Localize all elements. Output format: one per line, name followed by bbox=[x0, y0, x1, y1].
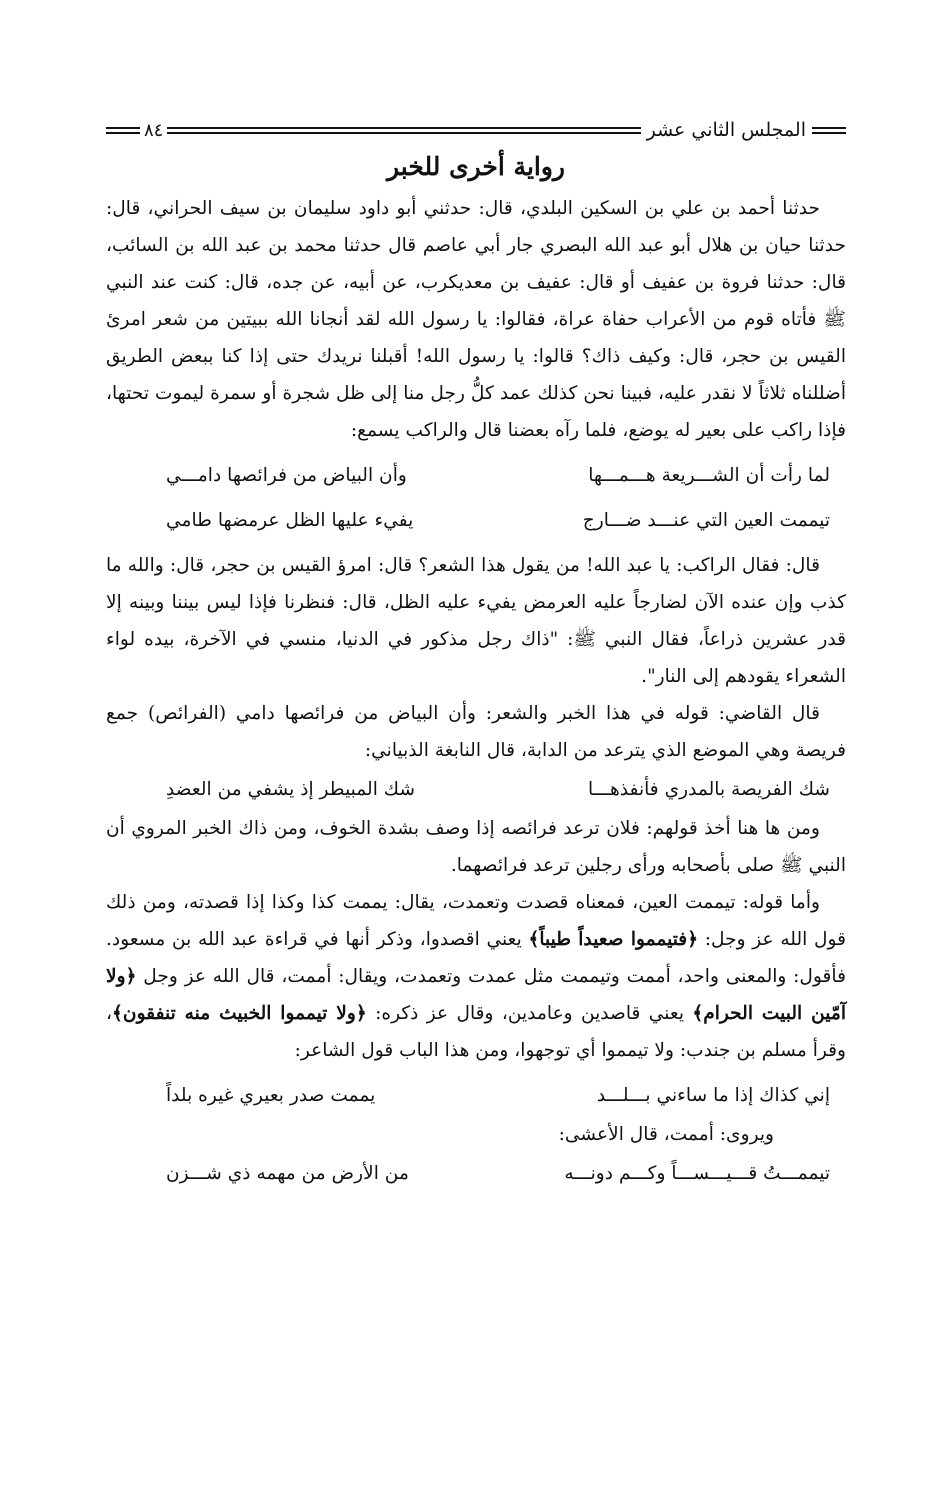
page bbox=[106, 112, 846, 1194]
paragraph-text-1: وأما قوله: تيممت العين، فمعناه قصدت وتعمدت، يقال: يممت كذا وكذا إذا قصدته، ومن ذلك قول الله عز وجل: bbox=[106, 892, 846, 950]
verse-3-first-hemistich: شك الفريصة بالمدري فأنفذهـــا bbox=[587, 779, 830, 800]
verse-line-2 bbox=[106, 502, 846, 539]
header-rule-left bbox=[106, 127, 140, 134]
page-header bbox=[106, 112, 846, 148]
paragraph-qadi-commentary: قال القاضي: قوله في هذا الخبر والشعر: وأن البياض من فرائصها دامي (الفرائص) جمع فريصة وهي الموضع الذي يترعد من الدابة، قال النابغة الذبياني: bbox=[106, 703, 846, 761]
quran-quote-2: ﴿ولا آمّين البيت الحرام﴾ bbox=[106, 966, 846, 1024]
paragraph-variant-reading: ويروى: أممت، قال الأعشى: bbox=[558, 1124, 774, 1145]
page-number: ٨٤ bbox=[144, 119, 164, 141]
header-rule-right bbox=[812, 127, 846, 134]
verse-line-1 bbox=[106, 457, 846, 494]
paragraph-text-3: يعني قاصدين وعامدين، وقال عز ذكره: bbox=[366, 1003, 693, 1024]
header-rule-middle bbox=[167, 127, 640, 134]
quran-quote-1: ﴿فتيمموا صعيداً طيباً﴾ bbox=[528, 929, 699, 950]
paragraph-rider-reply: قال: فقال الراكب: يا عبد الله! من يقول هذا الشعر؟ قال: امرؤ القيس بن حجر، قال: والله ما كذب وإن عنده الآن لضارجاً عليه العرمض يفيء عليه الظل، قال: فنظرنا فإذا ليس بيننا وبينه إلا قدر عشرين ذراعاً، فقال النبي ﷺ: "ذاك رجل مذكور في الدنيا، منسي في الآخرة، بيده لواء الشعراء يقودهم إلى النار". bbox=[106, 555, 846, 687]
verse-line-5 bbox=[106, 1155, 846, 1192]
paragraph-text-4: ، وقرأ مسلم بن جندب: ولا تيمموا أي توجهوا، ومن هذا الباب قول الشاعر: bbox=[106, 1003, 846, 1061]
verse-4-first-hemistich: إني كذاك إذا ما ساءني بـــلـــد bbox=[596, 1085, 830, 1106]
paragraph-tayammamt bbox=[106, 884, 846, 1069]
section-title: رواية أخرى للخبر bbox=[387, 152, 565, 181]
quran-quote-3: ﴿ولا تيمموا الخبيث منه تنفقون﴾ bbox=[112, 1003, 367, 1024]
verse-2-second-hemistich: يفيء عليها الظل عرمضها طامي bbox=[166, 510, 414, 531]
verse-1-second-hemistich: وأن البياض من فرائصها دامـــي bbox=[166, 465, 407, 486]
paragraph-faraais: ومن ها هنا أخذ قولهم: فلان ترعد فرائصه إذا وصف بشدة الخوف، ومن ذاك الخبر المروي أن النبي ﷺ صلى بأصحابه ورأى رجلين ترعد فرائصهما. bbox=[106, 818, 846, 876]
chapter-title: المجلس الثاني عشر bbox=[646, 119, 806, 141]
verse-1-first-hemistich: لما رأت أن الشـــريعة هـــمـــها bbox=[588, 465, 830, 486]
paragraph-text-2: يعني اقصدوا، وذكر أنها في قراءة عبد الله بن مسعود. فأقول: والمعنى واحد، أممت وتيممت مثل عمدت وتعمدت، ويقال: أممت، قال الله عز وجل bbox=[106, 929, 846, 987]
verse-line-4 bbox=[106, 1077, 846, 1114]
verse-4-second-hemistich: يممت صدر بعيري غيره بلداً bbox=[166, 1085, 376, 1106]
verse-2-first-hemistich: تيممت العين التي عنـــد ضـــارج bbox=[582, 510, 830, 531]
verse-line-3 bbox=[106, 771, 846, 808]
verse-5-second-hemistich: من الأرض من مهمه ذي شـــزن bbox=[166, 1163, 409, 1184]
verse-3-second-hemistich: شك المبيطر إذ يشفي من العضدِ bbox=[166, 779, 416, 800]
paragraph-hadith-chain: حدثنا أحمد بن علي بن السكين البلدي، قال: حدثني أبو داود سليمان بن سيف الحراني، قال: حدثنا حيان بن هلال أبو عبد الله البصري جار أبي عاصم قال حدثنا محمد بن عبد الله بن السائب، قال: حدثنا فروة بن عفيف أو قال: عفيف بن معديكرب، عن أبيه، عن جده، قال: كنت عند النبي ﷺ فأتاه قوم من الأعراب حفاة عراة، فقالوا: يا رسول الله لقد أنجانا الله ببيتين من شعر امرئ القيس بن حجر، قال: وكيف ذاك؟ قالوا: يا رسول الله! أقبلنا نريدك حتى إذا كنا ببعض الطريق أضللناه ثلاثاً لا نقدر عليه، فبينا نحن كذلك عمد كلُّ رجل منا إلى ظل شجرة أو سمرة ليموت تحتها، فإذا راكب على بعير له يوضع، فلما رآه بعضنا قال والراكب يسمع: bbox=[106, 198, 846, 441]
verse-5-first-hemistich: تيممـــتُ قـــيـــســـاً وكـــم دونـــه bbox=[564, 1163, 830, 1184]
